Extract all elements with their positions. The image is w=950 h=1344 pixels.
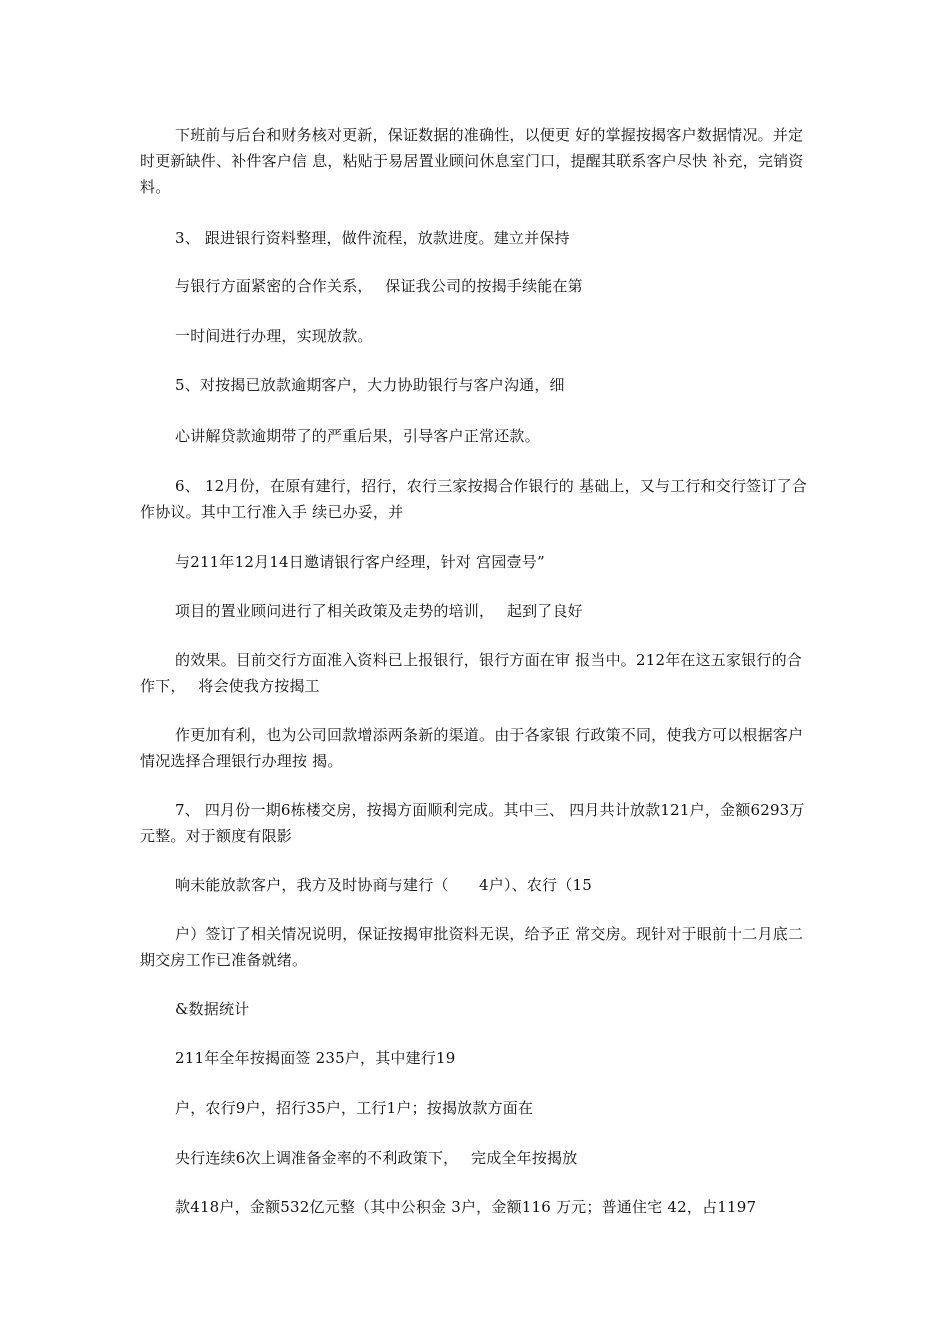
paragraph-8: 与211年12月14日邀请银行客户经理，针对 宫园壹号” [175,553,545,571]
paragraph-10: 的效果。目前交行方面准入资料已上报银行，银行方面在审 报当中。212年在这五家银行的合作下， 将会使我方按揭工 [140,651,803,695]
paragraph-17: 户，农行9户，招行35户，工行1户；按揭放款方面在 [175,1099,534,1117]
paragraph-19: 款418户，金额532亿元整（其中公积金 3户，金额116 万元；普通住宅 42，占1197 [175,1198,757,1216]
paragraph-13: 响未能放款客户，我方及时协商与建行（ 4户）、农行（15 [175,876,592,894]
paragraph-6: 心讲解贷款逾期带了的严重后果，引导客户正常还款。 [175,427,540,445]
paragraph-18: 央行连续6次上调准备金率的不利政策下， 完成全年按揭放 [175,1149,578,1167]
paragraph-11: 作更加有利，也为公司回款增添两条新的渠道。由于各家银 行政策不同，使我方可以根据客户情况选择合理银行办理按 揭。 [140,726,804,770]
paragraph-2: 3、 跟进银行资料整理，做件流程，放款进度。建立并保持 [175,229,570,247]
paragraph-9: 项目的置业顾问进行了相关政策及走势的培训， 起到了良好 [175,602,583,620]
paragraph-5: 5、对按揭已放款逾期客户，大力协助银行与客户沟通，细 [175,376,565,394]
paragraph-1: 下班前与后台和财务核对更新，保证数据的准确性，以便更 好的掌握按揭客户数据情况。并定时更新缺件、补件客户信 息，粘贴于易居置业顾问休息室门口，提醒其联系客户尽快 补充，完销资料。 [140,126,804,196]
paragraph-4: 一时间进行办理，实现放款。 [175,327,373,345]
paragraph-12: 7、 四月份一期6栋楼交房，按揭方面顺利完成。其中三、 四月共计放款121户，金额6293万元整。对于额度有限影 [140,801,805,845]
paragraph-3: 与银行方面紧密的合作关系， 保证我公司的按揭手续能在第 [175,277,583,295]
paragraph-16: 211年全年按揭面签 235户，其中建行19 [175,1049,456,1067]
paragraph-7: 6、 12月份，在原有建行，招行，农行三家按揭合作银行的 基础上，又与工行和交行签订了合作协议。其中工行准入手 续已办妥，并 [140,477,807,521]
paragraph-15: &数据统计 [175,1000,250,1018]
paragraph-14: 户）签订了相关情况说明，保证按揭审批资料无误，给予正 常交房。现针对于眼前十二月底二期交房工作已准备就绪。 [140,925,804,969]
